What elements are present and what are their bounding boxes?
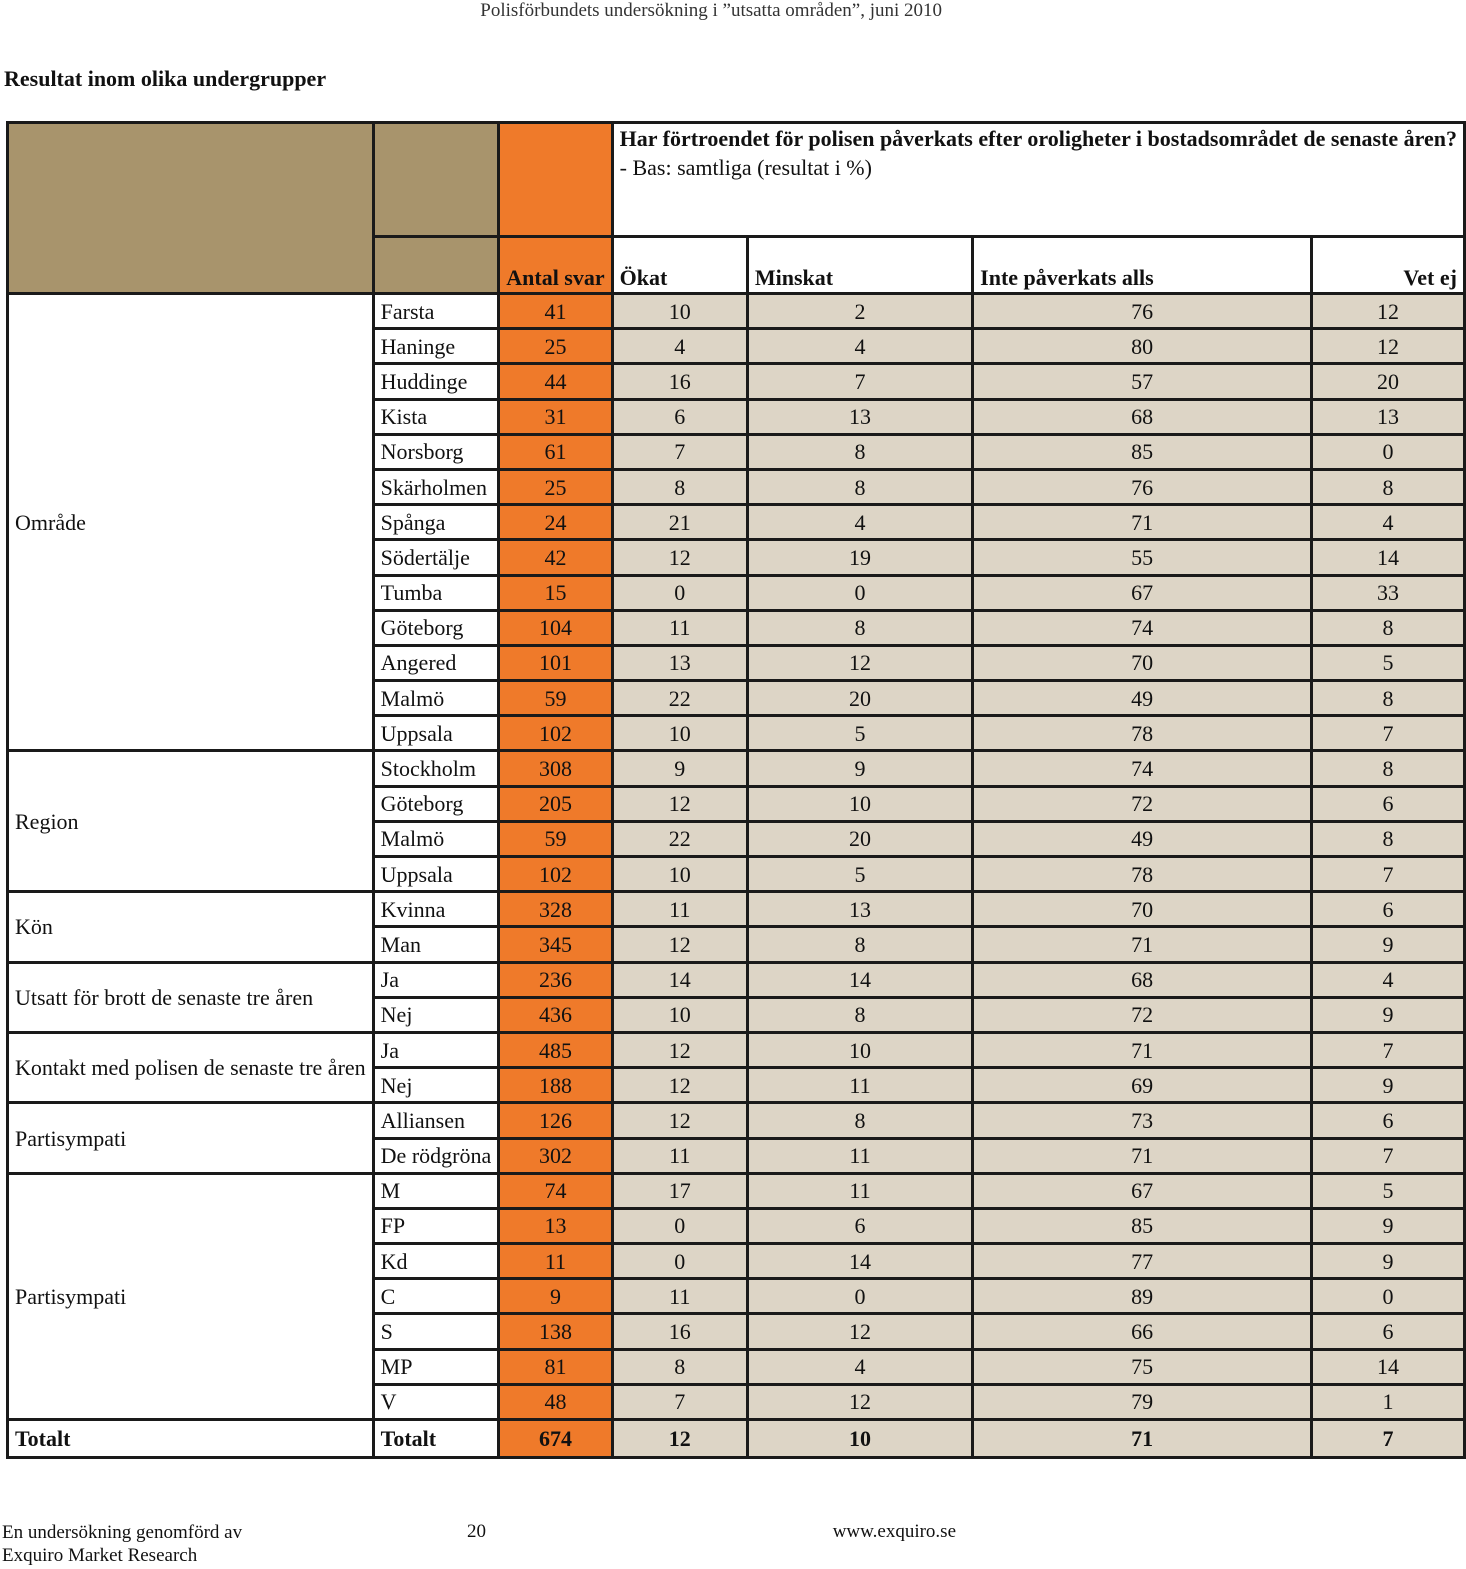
cell-vet-ej: 5 (1312, 645, 1465, 680)
cell-vet-ej: 8 (1312, 610, 1465, 645)
cell-vet-ej: 9 (1312, 927, 1465, 962)
cell-inte-paverkats: 79 (973, 1384, 1312, 1419)
row-label: C (373, 1279, 499, 1314)
row-label: Alliansen (373, 1103, 499, 1138)
cell-minskat: 10 (747, 1032, 972, 1067)
cell-antal-svar: 13 (499, 1208, 612, 1243)
cell-antal-svar: 308 (499, 751, 612, 786)
row-label: De rödgröna (373, 1138, 499, 1173)
row-label: Spånga (373, 505, 499, 540)
cell-antal-svar: 25 (499, 329, 612, 364)
cell-vet-ej: 7 (1312, 857, 1465, 892)
cell-minskat: 5 (747, 716, 972, 751)
cell-vet-ej: 5 (1312, 1173, 1465, 1208)
cell-inte-paverkats: 71 (973, 927, 1312, 962)
cell-minskat: 9 (747, 751, 972, 786)
group-label: Utsatt för brott de senaste tre åren (8, 962, 374, 1032)
cell-inte-paverkats: 71 (973, 1032, 1312, 1067)
cell-minskat: 5 (747, 857, 972, 892)
cell-inte-paverkats: 72 (973, 786, 1312, 821)
cell-antal-svar: 101 (499, 645, 612, 680)
cell-inte-paverkats: 78 (973, 716, 1312, 751)
cell-inte-paverkats: 74 (973, 610, 1312, 645)
question-title: Har förtroendet för polisen påverkats efter oroligheter i bostadsområdet de senaste åren? (619, 126, 1457, 151)
results-body (8, 294, 1465, 1458)
cell-inte-paverkats: 89 (973, 1279, 1312, 1314)
cell-antal-svar: 102 (499, 716, 612, 751)
cell-antal-svar: 59 (499, 821, 612, 856)
table-row (8, 1032, 1465, 1067)
cell-inte-paverkats: 71 (973, 505, 1312, 540)
cell-okat: 4 (612, 329, 747, 364)
cell-inte-paverkats: 76 (973, 294, 1312, 329)
cell-minskat: 12 (747, 1314, 972, 1349)
cell-okat: 22 (612, 681, 747, 716)
cell-inte-paverkats: 72 (973, 997, 1312, 1032)
cell-antal-svar: 9 (499, 1279, 612, 1314)
cell-inte-paverkats: 69 (973, 1068, 1312, 1103)
row-label: Malmö (373, 681, 499, 716)
cell-okat: 6 (612, 399, 747, 434)
row-label: Ja (373, 962, 499, 997)
row-label: Man (373, 927, 499, 962)
group-label: Kön (8, 892, 374, 962)
cell-vet-ej: 0 (1312, 434, 1465, 469)
row-label: FP (373, 1208, 499, 1243)
question-header (612, 123, 1464, 237)
cell-antal-svar: 436 (499, 997, 612, 1032)
total-label: Totalt (373, 1420, 499, 1458)
row-label: Nej (373, 997, 499, 1032)
row-label: Farsta (373, 294, 499, 329)
cell-okat: 12 (612, 1103, 747, 1138)
row-label: Stockholm (373, 751, 499, 786)
cell-okat: 12 (612, 786, 747, 821)
row-label: V (373, 1384, 499, 1419)
cell-okat: 16 (612, 1314, 747, 1349)
cell-vet-ej: 0 (1312, 1279, 1465, 1314)
cell-inte-paverkats: 74 (973, 751, 1312, 786)
group-label: Partisympati (8, 1103, 374, 1173)
cell-antal-svar: 11 (499, 1244, 612, 1279)
group-label: Kontakt med polisen de senaste tre åren (8, 1032, 374, 1102)
cell-minskat: 14 (747, 962, 972, 997)
table-row (8, 751, 1465, 786)
cell-vet-ej: 8 (1312, 821, 1465, 856)
cell-antal-svar: 61 (499, 434, 612, 469)
table-row (8, 962, 1465, 997)
cell-vet-ej: 14 (1312, 1349, 1465, 1384)
cell-okat: 13 (612, 645, 747, 680)
cell-minskat: 11 (747, 1068, 972, 1103)
row-label: Norsborg (373, 434, 499, 469)
cell-minskat: 8 (747, 997, 972, 1032)
cell-minskat: 6 (747, 1208, 972, 1243)
col-header-antal: Antal svar (499, 237, 612, 294)
cell-vet-ej: 8 (1312, 681, 1465, 716)
col-header-inte-paverkats: Inte påverkats alls (973, 237, 1312, 294)
cell-okat: 10 (612, 716, 747, 751)
header-corner (8, 123, 374, 294)
total-group-label: Totalt (8, 1420, 374, 1458)
row-label: Nej (373, 1068, 499, 1103)
cell-okat: 11 (612, 1138, 747, 1173)
cell-vet-ej: 6 (1312, 1103, 1465, 1138)
cell-okat: 21 (612, 505, 747, 540)
row-label: Malmö (373, 821, 499, 856)
cell-vet-ej: 6 (1312, 786, 1465, 821)
table-row (8, 1103, 1465, 1138)
cell-antal-svar: 138 (499, 1314, 612, 1349)
cell-antal-svar: 126 (499, 1103, 612, 1138)
cell-okat: 11 (612, 610, 747, 645)
cell-antal-svar: 345 (499, 927, 612, 962)
page-header: Polisförbundets undersökning i ”utsatta områden”, juni 2010 (480, 0, 942, 21)
cell-antal-svar: 328 (499, 892, 612, 927)
cell-antal-svar: 42 (499, 540, 612, 575)
cell-antal-svar: 59 (499, 681, 612, 716)
table-row (8, 1173, 1465, 1208)
group-label: Partisympati (8, 1173, 374, 1419)
cell-vet-ej: 7 (1312, 1138, 1465, 1173)
cell-inte-paverkats: 77 (973, 1244, 1312, 1279)
cell-minskat: 8 (747, 610, 972, 645)
cell-vet-ej: 9 (1312, 997, 1465, 1032)
cell-inte-paverkats: 70 (973, 645, 1312, 680)
cell-okat: 9 (612, 751, 747, 786)
row-label: Ja (373, 1032, 499, 1067)
row-label: Tumba (373, 575, 499, 610)
cell-minskat: 13 (747, 399, 972, 434)
cell-minskat: 8 (747, 1103, 972, 1138)
cell-okat: 12 (612, 1068, 747, 1103)
row-label: Göteborg (373, 786, 499, 821)
cell-minskat: 14 (747, 1244, 972, 1279)
cell-antal-svar: 236 (499, 962, 612, 997)
cell-antal-svar: 102 (499, 857, 612, 892)
cell-okat: 12 (612, 1032, 747, 1067)
total-antal-svar: 674 (499, 1420, 612, 1458)
cell-antal-svar: 205 (499, 786, 612, 821)
cell-okat: 7 (612, 434, 747, 469)
cell-minskat: 4 (747, 329, 972, 364)
row-label: Uppsala (373, 716, 499, 751)
cell-vet-ej: 12 (1312, 294, 1465, 329)
header-antal-blank (499, 123, 612, 237)
cell-minskat: 8 (747, 469, 972, 504)
cell-vet-ej: 6 (1312, 892, 1465, 927)
footer-credit-line2: Exquiro Market Research (2, 1545, 198, 1566)
cell-inte-paverkats: 66 (973, 1314, 1312, 1349)
total-inte-paverkats: 71 (973, 1420, 1312, 1458)
cell-vet-ej: 7 (1312, 1032, 1465, 1067)
cell-inte-paverkats: 76 (973, 469, 1312, 504)
cell-minskat: 20 (747, 681, 972, 716)
cell-okat: 12 (612, 927, 747, 962)
cell-okat: 8 (612, 469, 747, 504)
cell-antal-svar: 302 (499, 1138, 612, 1173)
header-label-blank (373, 123, 499, 237)
cell-inte-paverkats: 75 (973, 1349, 1312, 1384)
row-label: Haninge (373, 329, 499, 364)
cell-okat: 7 (612, 1384, 747, 1419)
row-label: Kista (373, 399, 499, 434)
row-label: Kvinna (373, 892, 499, 927)
cell-vet-ej: 14 (1312, 540, 1465, 575)
cell-vet-ej: 33 (1312, 575, 1465, 610)
cell-antal-svar: 24 (499, 505, 612, 540)
cell-inte-paverkats: 57 (973, 364, 1312, 399)
row-label: Uppsala (373, 857, 499, 892)
group-label: Område (8, 294, 374, 751)
cell-okat: 0 (612, 1208, 747, 1243)
cell-inte-paverkats: 49 (973, 821, 1312, 856)
cell-antal-svar: 74 (499, 1173, 612, 1208)
cell-inte-paverkats: 80 (973, 329, 1312, 364)
cell-vet-ej: 9 (1312, 1068, 1465, 1103)
row-label: Angered (373, 645, 499, 680)
cell-inte-paverkats: 67 (973, 575, 1312, 610)
cell-okat: 10 (612, 857, 747, 892)
footer-credit (2, 1521, 242, 1567)
table-row (8, 892, 1465, 927)
row-label: Göteborg (373, 610, 499, 645)
cell-okat: 22 (612, 821, 747, 856)
cell-inte-paverkats: 67 (973, 1173, 1312, 1208)
cell-vet-ej: 1 (1312, 1384, 1465, 1419)
row-label: M (373, 1173, 499, 1208)
cell-okat: 0 (612, 1244, 747, 1279)
cell-inte-paverkats: 73 (973, 1103, 1312, 1138)
cell-okat: 11 (612, 1279, 747, 1314)
cell-vet-ej: 4 (1312, 962, 1465, 997)
cell-vet-ej: 20 (1312, 364, 1465, 399)
cell-antal-svar: 104 (499, 610, 612, 645)
cell-minskat: 20 (747, 821, 972, 856)
cell-okat: 8 (612, 1349, 747, 1384)
cell-antal-svar: 485 (499, 1032, 612, 1067)
footer-website: www.exquiro.se (832, 1521, 956, 1542)
total-row (8, 1420, 1465, 1458)
cell-okat: 10 (612, 997, 747, 1032)
row-label: Skärholmen (373, 469, 499, 504)
row-label: Huddinge (373, 364, 499, 399)
row-label: Kd (373, 1244, 499, 1279)
row-label: MP (373, 1349, 499, 1384)
cell-antal-svar: 41 (499, 294, 612, 329)
cell-antal-svar: 15 (499, 575, 612, 610)
group-label: Region (8, 751, 374, 892)
cell-minskat: 8 (747, 434, 972, 469)
cell-inte-paverkats: 85 (973, 434, 1312, 469)
cell-antal-svar: 188 (499, 1068, 612, 1103)
cell-okat: 14 (612, 962, 747, 997)
cell-vet-ej: 4 (1312, 505, 1465, 540)
col-header-vet-ej: Vet ej (1312, 237, 1465, 294)
header-label-blank-2 (373, 237, 499, 294)
cell-inte-paverkats: 78 (973, 857, 1312, 892)
row-label: S (373, 1314, 499, 1349)
cell-minskat: 7 (747, 364, 972, 399)
cell-okat: 0 (612, 575, 747, 610)
footer-credit-line1: En undersökning genomförd av (2, 1522, 243, 1543)
results-table (6, 121, 1466, 1459)
cell-vet-ej: 8 (1312, 751, 1465, 786)
cell-vet-ej: 6 (1312, 1314, 1465, 1349)
cell-minskat: 4 (747, 505, 972, 540)
cell-minskat: 11 (747, 1173, 972, 1208)
cell-minskat: 4 (747, 1349, 972, 1384)
cell-antal-svar: 44 (499, 364, 612, 399)
cell-okat: 12 (612, 540, 747, 575)
total-minskat: 10 (747, 1420, 972, 1458)
cell-inte-paverkats: 68 (973, 962, 1312, 997)
cell-inte-paverkats: 68 (973, 399, 1312, 434)
cell-vet-ej: 13 (1312, 399, 1465, 434)
cell-inte-paverkats: 85 (973, 1208, 1312, 1243)
col-header-okat: Ökat (612, 237, 747, 294)
cell-okat: 17 (612, 1173, 747, 1208)
cell-minskat: 2 (747, 294, 972, 329)
page-number: 20 (467, 1521, 486, 1542)
cell-vet-ej: 9 (1312, 1244, 1465, 1279)
row-label: Södertälje (373, 540, 499, 575)
cell-antal-svar: 31 (499, 399, 612, 434)
cell-vet-ej: 12 (1312, 329, 1465, 364)
cell-antal-svar: 48 (499, 1384, 612, 1419)
section-title: Resultat inom olika undergrupper (4, 66, 327, 91)
cell-minskat: 19 (747, 540, 972, 575)
table-row (8, 294, 1465, 329)
cell-antal-svar: 81 (499, 1349, 612, 1384)
cell-minskat: 12 (747, 1384, 972, 1419)
cell-inte-paverkats: 71 (973, 1138, 1312, 1173)
cell-vet-ej: 7 (1312, 716, 1465, 751)
cell-vet-ej: 8 (1312, 469, 1465, 504)
cell-minskat: 10 (747, 786, 972, 821)
total-vet-ej: 7 (1312, 1420, 1465, 1458)
question-base: - Bas: samtliga (resultat i %) (619, 155, 872, 180)
cell-minskat: 0 (747, 1279, 972, 1314)
cell-antal-svar: 25 (499, 469, 612, 504)
cell-okat: 11 (612, 892, 747, 927)
cell-inte-paverkats: 70 (973, 892, 1312, 927)
cell-inte-paverkats: 55 (973, 540, 1312, 575)
total-okat: 12 (612, 1420, 747, 1458)
cell-minskat: 0 (747, 575, 972, 610)
cell-minskat: 8 (747, 927, 972, 962)
cell-okat: 16 (612, 364, 747, 399)
cell-vet-ej: 9 (1312, 1208, 1465, 1243)
col-header-minskat: Minskat (747, 237, 972, 294)
cell-okat: 10 (612, 294, 747, 329)
cell-inte-paverkats: 49 (973, 681, 1312, 716)
cell-minskat: 12 (747, 645, 972, 680)
cell-minskat: 13 (747, 892, 972, 927)
cell-minskat: 11 (747, 1138, 972, 1173)
